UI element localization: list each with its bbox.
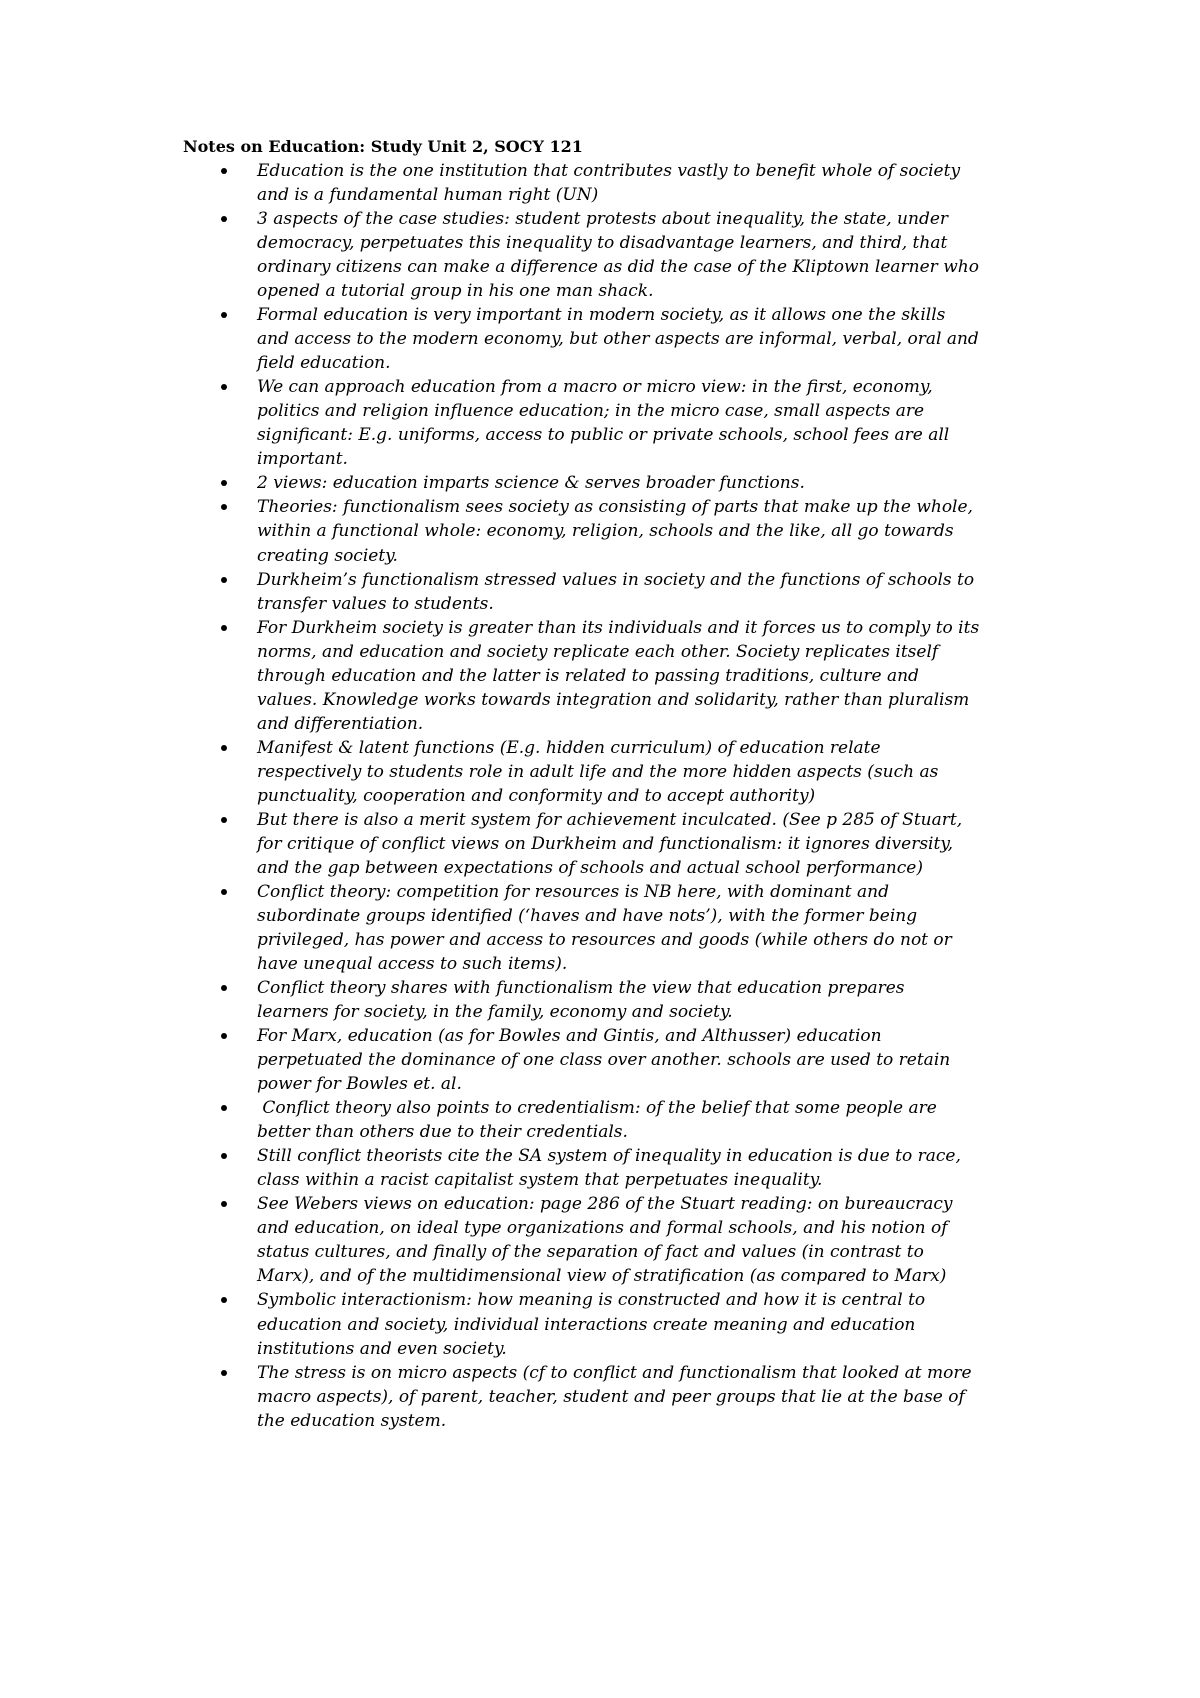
bullet-icon [221, 480, 227, 486]
note-line: respectively to students role in adult life and the more hidden aspects (such as [257, 761, 939, 782]
note-line: See Webers views on education: page 286 of the Stuart reading: on bureaucracy [257, 1194, 953, 1215]
note-line: For Durkheim society is greater than its individuals and it forces us to comply to its [257, 617, 980, 638]
note-line: and differentiation. [257, 713, 424, 734]
note-line: Conflict theory also points to credentialism: of the belief that some people are [257, 1098, 937, 1119]
note-item [257, 1024, 979, 1096]
note-line: Symbolic interactionism: how meaning is constructed and how it is central to [257, 1290, 926, 1311]
bullet-icon [221, 745, 227, 751]
note-line: class within a racist capitalist system that perpetuates inequality. [257, 1170, 823, 1191]
bullet-icon [221, 1033, 227, 1039]
note-line: ordinary citizens can make a difference as did the case of the Kliptown learner who [257, 257, 979, 278]
note-line: Conflict theory shares with functionalism the view that education prepares [257, 978, 905, 999]
bullet-icon [221, 985, 227, 991]
note-line: Theories: functionalism sees society as consisting of parts that make up the whole, [257, 497, 973, 518]
note-item [257, 375, 979, 471]
note-item [257, 1144, 979, 1192]
note-line: status cultures, and finally of the separation of fact and values (in contrast to [257, 1242, 924, 1263]
bullet-icon [221, 577, 227, 583]
bullet-icon [221, 216, 227, 222]
bullet-icon [221, 168, 227, 174]
note-line: 2 views: education imparts science & serves broader functions. [257, 473, 805, 494]
note-line: field education. [257, 353, 391, 374]
note-line: privileged, has power and access to resources and goods (while others do not or [257, 930, 952, 950]
note-line: Conflict theory: competition for resources is NB here, with dominant and [257, 881, 890, 902]
note-line: democracy, perpetuates this inequality to disadvantage learners, and third, that [257, 233, 948, 254]
note-line: punctuality, cooperation and conformity and to accept authority) [257, 785, 816, 806]
note-line: and is a fundamental human right (UN) [257, 185, 599, 206]
note-line: through education and the latter is related to passing traditions, culture and [257, 665, 919, 686]
note-line: subordinate groups identified (‘haves and have nots’), with the former being [257, 905, 918, 926]
note-line: power for Bowles et. al. [257, 1074, 462, 1095]
bullet-icon [221, 504, 227, 510]
document-title: Notes on Education: Study Unit 2, SOCY 121 [183, 137, 583, 156]
note-item [257, 976, 979, 1024]
note-line: opened a tutorial group in his one man shack. [257, 281, 654, 302]
note-item [257, 495, 979, 567]
note-line: and access to the modern economy, but other aspects are informal, verbal, oral and [257, 329, 979, 350]
note-line: important. [257, 449, 348, 470]
bullet-icon [221, 1370, 227, 1376]
note-line: and education, on ideal type organizations and formal schools, and his notion of [257, 1218, 948, 1239]
note-line: education and society, individual interactions create meaning and education [257, 1314, 916, 1335]
note-line: creating society. [257, 545, 398, 566]
note-line: perpetuated the dominance of one class over another. schools are used to retain [257, 1050, 951, 1071]
note-item [257, 616, 979, 736]
note-line: the education system. [257, 1410, 447, 1431]
note-line: macro aspects), of parent, teacher, student and peer groups that lie at the base of [257, 1386, 965, 1407]
note-line: and the gap between expectations of schools and actual school performance) [257, 857, 923, 878]
bullet-icon [221, 1105, 227, 1111]
bullet-icon [221, 1201, 227, 1207]
note-line: Formal education is very important in modern society, as it allows one the skills [257, 305, 946, 326]
note-line: within a functional whole: economy, religion, schools and the like, all go towards [257, 521, 954, 542]
bullet-icon [221, 384, 227, 390]
note-line: for critique of conflict views on Durkheim and functionalism: it ignores diversity, [257, 833, 954, 854]
bullet-icon [221, 1153, 227, 1159]
note-line: We can approach education from a macro or micro view: in the first, economy, [257, 377, 933, 398]
note-item [257, 1096, 979, 1144]
note-line: significant: E.g. uniforms, access to public or private schools, school fees are all [257, 425, 950, 446]
note-line: better than others due to their credentials. [257, 1122, 628, 1143]
note-line: Education is the one institution that contributes vastly to benefit whole of society [257, 161, 961, 181]
note-line: Durkheim’s functionalism stressed values in society and the functions of schools to [257, 569, 975, 590]
note-item [257, 1192, 979, 1288]
note-line: Marx), and of the multidimensional view of stratification (as compared to Marx) [257, 1266, 947, 1287]
note-item [257, 808, 979, 880]
bullet-icon [221, 312, 227, 318]
note-line: The stress is on micro aspects (cf to conflict and functionalism that looked at more [257, 1362, 972, 1383]
note-item [257, 880, 979, 976]
note-item [257, 471, 979, 495]
note-item [257, 1361, 979, 1433]
bullet-icon [221, 889, 227, 895]
note-line: learners for society, in the family, economy and society. [257, 1002, 733, 1023]
notes-list [257, 159, 979, 1433]
note-line: values. Knowledge works towards integration and solidarity, rather than pluralism [257, 689, 970, 710]
note-line: But there is also a merit system for achievement inculcated. (See p 285 of Stuart, [257, 809, 963, 830]
note-item [257, 159, 979, 207]
note-item [257, 207, 979, 303]
note-line: Manifest & latent functions (E.g. hidden curriculum) of education relate [257, 737, 881, 758]
note-line: For Marx, education (as for Bowles and Gintis, and Althusser) education [257, 1026, 882, 1047]
note-item [257, 568, 979, 616]
note-line: institutions and even society. [257, 1338, 507, 1359]
bullet-icon [221, 817, 227, 823]
bullet-icon [221, 625, 227, 631]
note-item [257, 736, 979, 808]
note-line: have unequal access to such items). [257, 954, 568, 975]
bullet-icon [221, 1297, 227, 1303]
note-line: 3 aspects of the case studies: student protests about inequality, the state, under [257, 209, 949, 230]
note-line: norms, and education and society replicate each other. Society replicates itself [257, 641, 939, 662]
note-item [257, 1288, 979, 1360]
note-line: politics and religion influence education; in the micro case, small aspects are [257, 401, 925, 422]
note-item [257, 303, 979, 375]
note-line: Still conflict theorists cite the SA system of inequality in education is due to race, [257, 1146, 961, 1167]
note-line: transfer values to students. [257, 593, 494, 614]
